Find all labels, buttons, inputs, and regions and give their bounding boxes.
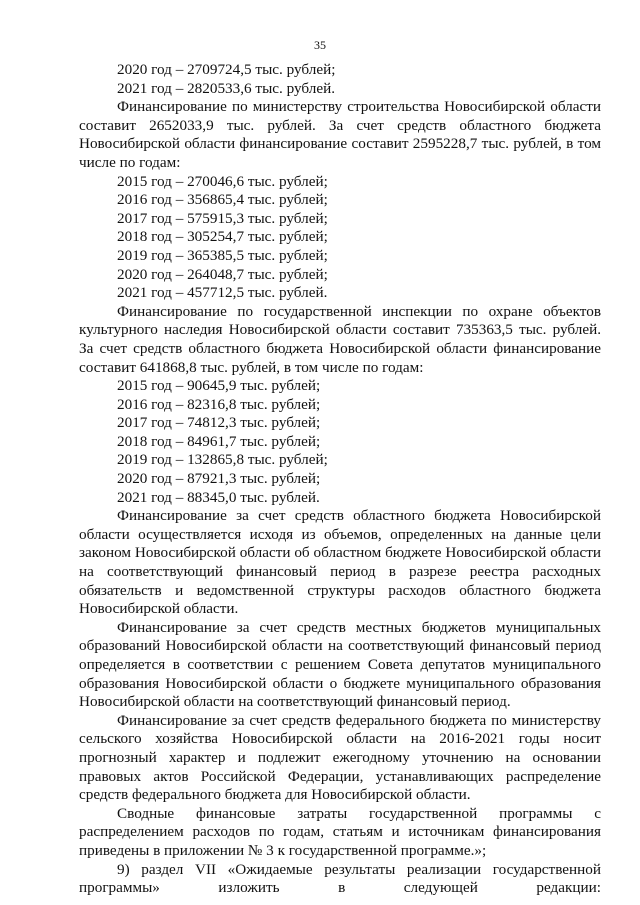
funding-line: 2021 год – 2820533,6 тыс. рублей. (117, 79, 335, 97)
paragraph-local-budgets: Финансирование за счет средств местных бюджетов муниципальных образований Новосибирской области на соответствующий финансовый период определяется в соответствии с решением Совета депутатов муниципального образования Новосибирской области о бюджете муниципального образования Новосибирской области на соответствующий финансовый период. (79, 618, 601, 711)
funding-line: 2016 год – 356865,4 тыс. рублей; (117, 191, 328, 209)
funding-line: 2020 год – 87921,3 тыс. рублей; (117, 470, 321, 488)
funding-line: 2018 год – 305254,7 тыс. рублей; (117, 228, 328, 246)
funding-line: 2017 год – 575915,3 тыс. рублей; (117, 209, 328, 227)
funding-line: 2017 год – 74812,3 тыс. рублей; (117, 414, 321, 432)
paragraph-heritage-inspection: Финансирование по государственной инспекции по охране объектов культурного наследия Новосибирской области составит 735363,5 тыс. рублей. За счет средств областного бюджета Новосибирской области финансирование составит 641868,8 тыс. рублей, в том числе по годам: (79, 302, 601, 376)
funding-line: 2021 год – 88345,0 тыс. рублей. (117, 488, 320, 506)
page-body (79, 61, 601, 898)
funding-line: 2016 год – 82316,8 тыс. рублей; (117, 395, 321, 413)
funding-line: 2020 год – 264048,7 тыс. рублей; (117, 265, 328, 283)
paragraph-federal-budget: Финансирование за счет средств федерального бюджета по министерству сельского хозяйства Новосибирской области на 2016-2021 годы носит прогнозный характер и подлежит ежегодному уточнению на основании правовых актов Российской Федерации, устанавливающих распределение средств федерального бюджета для Новосибирской области. (79, 711, 601, 804)
funding-line: 2019 год – 365385,5 тыс. рублей; (117, 246, 328, 264)
funding-line: 2020 год – 2709724,5 тыс. рублей; (117, 61, 336, 78)
paragraph-construction-ministry: Финансирование по министерству строительства Новосибирской области составит 2652033,9 тыс. рублей. За счет средств областного бюджета Новосибирской области финансирование составит 2595228,7 тыс. рублей, в том числе по годам: (79, 98, 601, 171)
page-number: 35 (314, 38, 326, 52)
funding-line: 2015 год – 270046,6 тыс. рублей; (117, 172, 328, 190)
funding-line: 2015 год – 90645,9 тыс. рублей; (117, 377, 321, 395)
paragraph-regional-budget: Финансирование за счет средств областного бюджета Новосибирской области осуществляется исходя из объемов, определенных на данные цели законом Новосибирской области об областном бюджете Новосибирской области на соответствующий финансовый период в разрезе реестра расходных обязательств и ведомственной структуры расходов областного бюджета Новосибирской области. (79, 507, 601, 618)
funding-line: 2019 год – 132865,8 тыс. рублей; (117, 451, 328, 469)
paragraph-summary-costs: Сводные финансовые затраты государственной программы с распределением расходов по годам, статьям и источникам финансирования приведены в приложении № 3 к государственной программе.»; (79, 804, 601, 859)
funding-line: 2018 год – 84961,7 тыс. рублей; (117, 432, 321, 450)
paragraph-item-9: 9) раздел VII «Ожидаемые результаты реализации государственной программы» изложить в следующей редакции: (79, 860, 601, 897)
funding-line: 2021 год – 457712,5 тыс. рублей. (117, 284, 328, 302)
